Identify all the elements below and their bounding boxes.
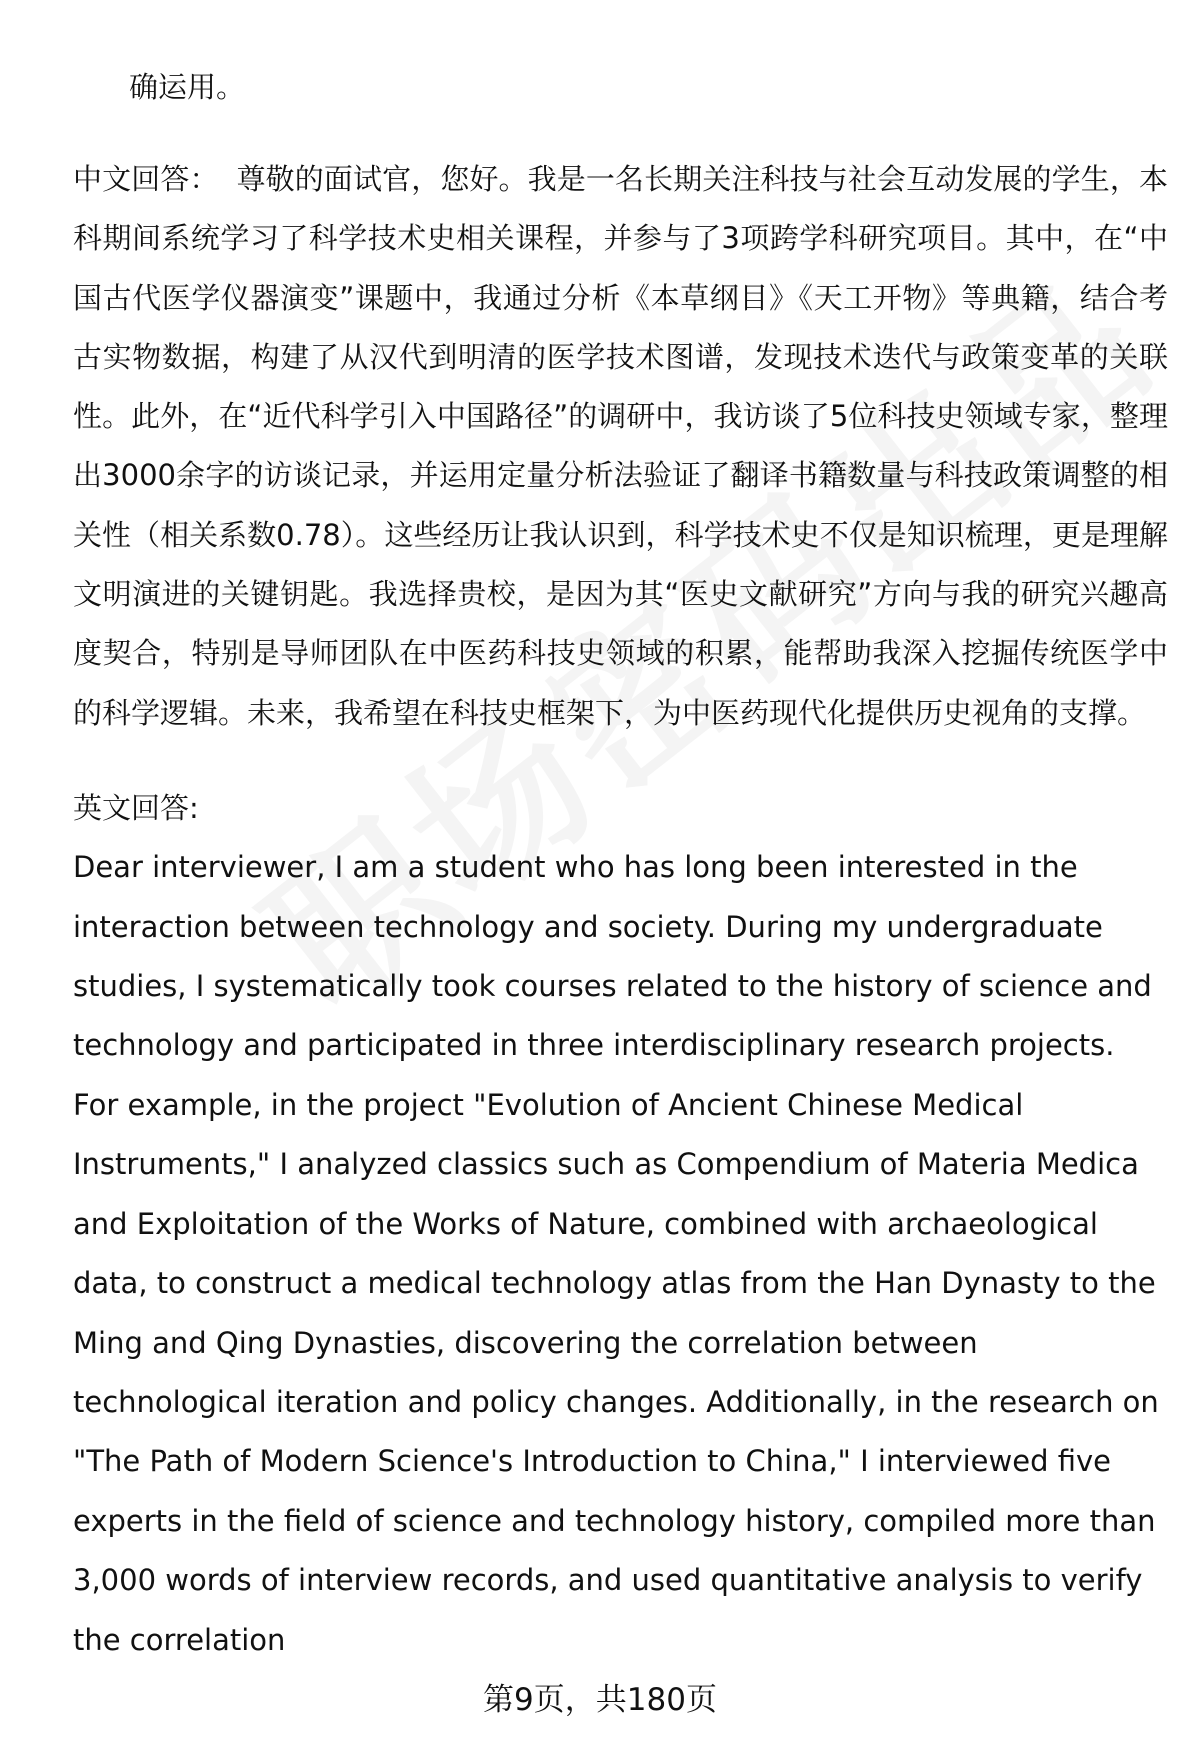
page-footer <box>0 1680 1200 1720</box>
continuation-line: 确运用。 <box>129 70 246 104</box>
chinese-answer <box>73 150 1168 743</box>
chinese-answer-label: 中文回答： <box>73 162 219 196</box>
chinese-answer-text: 尊敬的面试官，您好。我是一名长期关注科技与社会互动发展的学生，本科期间系统学习了科学技术史相关课程，并参与了3项跨学科研究项目。其中，在“中国古代医学仪器演变”课题中，我通过分析《本草纲目》《天工开物》等典籍，结合考古实物数据，构建了从汉代到明清的医学技术图谱，发现技术迭代与政策变革的关联性。此外，在“近代科学引入中国路径”的调研中，我访谈了5位科技史领域专家，整理出3000余字的访谈记录，并运用定量分析法验证了翻译书籍数量与科技政策调整的相关性（相关系数0.78）。这些经历让我认识到，科学技术史不仅是知识梳理，更是理解文明演进的关键钥匙。我选择贵校，是因为其“医史文献研究”方向与我的研究兴趣高度契合，特别是导师团队在中医药科技史领域的积累，能帮助我深入挖掘传统医学中的科学逻辑。未来，我希望在科技史框架下，为中医药现代化提供历史视角的支撑。 <box>73 162 1168 730</box>
page-content <box>73 60 1168 1670</box>
english-answer-text: Dear interviewer, I am a student who has long been interested in the interaction between technology and society. During my undergraduate studies, I systematically took courses related to the history of science and technology and participated in three interdisciplinary research projects. For example, in the project "Evolution of Ancient Chinese Medical Instruments," I analyzed classics such as Compendium of Materia Medica and Exploitation of the Works of Nature, combined with archaeological data, to construct a medical technology atlas from the Han Dynasty to the Ming and Qing Dynasties, discovering the correlation between technological iteration and policy changes. Additionally, in the research on "The Path of Modern Science's Introduction to China," I interviewed five experts in the field of science and technology history, compiled more than 3,000 words of interview records, and used quantitative analysis to verify the correlation <box>73 850 1159 1657</box>
page-indicator: 第9页，共180页 <box>483 1682 717 1718</box>
english-answer-label: 英文回答: <box>73 790 199 825</box>
